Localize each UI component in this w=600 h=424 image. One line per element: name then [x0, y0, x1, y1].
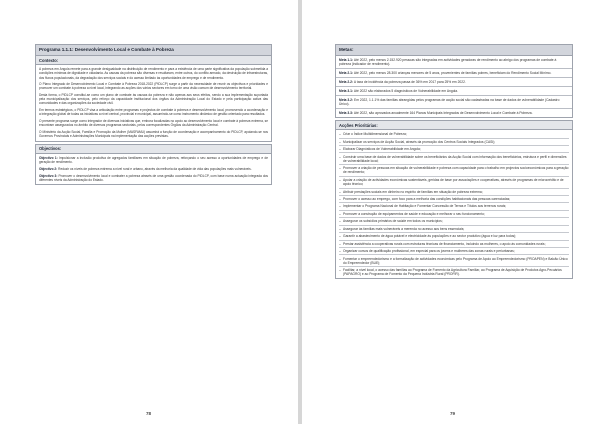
- page-number-left: 78: [146, 411, 152, 416]
- meta-text: Até 2022, pelo menos 28.300 crianças menores de 5 anos, provenientes de famílias pobres, beneficiam do Rendimento Social Mínimo.: [353, 71, 552, 76]
- list-item: – Implementar o Programa Nacional de Habitação e Fomentar Concessão de Terras e Títulos aos terrenos rurais;: [339, 203, 569, 210]
- objectivo-item: [39, 174, 268, 182]
- contexto-paragraph: O Plano Integrado de Desenvolvimento Local e Combate à Pobreza 2018-2022 (PIDLCP) surge a partir da necessidade de reunir os objectivos e prioridades e promover um combate à pobreza a nível local, integrando as acções dos vários sectores em torno de uma visão comum de desenvolvimento territorial.: [39, 82, 268, 91]
- meta-item: [336, 56, 572, 69]
- meta-text: Até 2022, pelo menos 2.152.920 pessoas são integradas em actividades geradoras de rendimento ao abrigo dos programas de combate à pobreza (indicador de rendimento).: [339, 57, 557, 67]
- list-item: – Promover a construção de equipamentos de saúde e educação e melhorar o seu funcionamento;: [339, 211, 569, 218]
- list-item: – Assegurar os subsídios primários de saúde em todos os municípios;: [339, 218, 569, 225]
- objectivo-label: Objectivo 2:: [39, 166, 58, 171]
- objectivo-label: Objectivo 1:: [39, 155, 58, 160]
- objectivos-heading: Objectivos:: [35, 144, 272, 154]
- meta-item: [336, 69, 572, 78]
- meta-item: [336, 96, 572, 109]
- right-content: [335, 44, 573, 279]
- meta-text: Até 2022, são aprovados anualmente 164 Planos Municipais Integrados de Desenvolvimento Local e Combate à Pobreza.: [353, 111, 533, 116]
- page-number-right: 79: [450, 411, 456, 416]
- list-item: – Atribuir prestações sociais em dinheiro no espírito de famílias em situação de pobreza extrema;: [339, 189, 569, 196]
- meta-label: Meta 3.3:: [339, 111, 354, 116]
- objectivo-text: Impulsionar a inclusão produtiva de agregados familiares em situação de pobreza, reforçando o seu acesso a oportunidades de emprego e de geração de rendimento.: [39, 155, 269, 164]
- contexto-heading: Contexto:: [35, 56, 272, 65]
- contexto-paragraph: O Ministério da Acção Social, Família e Promoção da Mulher (MASFAMU) assumirá a função de coordenação e acompanhamento do PIDLCP, apoiando-se nos Governos Provinciais e Administrações Municipais na implementação das acções previstas.: [39, 130, 268, 139]
- objectivo-item: [39, 156, 268, 164]
- objectivo-text: Promover o desenvolvimento local e combater a pobreza através de uma gestão coordenada do PIDLCP, com base numa actuação integrada dos diferentes níveis da Administração do Estado.: [39, 173, 269, 182]
- accoes-heading: Acções Prioritárias:: [335, 120, 573, 130]
- list-item: – Facilitar, a nível local, o acesso das famílias ao Programa de Fomento da Agricultura Familiar, ao Programa de Aquisição de Produtos Agro-Pecuários (PAPAGRO) e ao Programa de Fomento da Pequena Indústria Rural (PROFIR).: [339, 267, 569, 278]
- list-item: – Elaborar Diagnósticos de Vulnerabilidade em Angola;: [339, 146, 569, 153]
- list-item: – Fomentar o empreendedorismo e a formalização de actividades económicas pelo Programa de Apoio ao Empreendedorismo (PROAPEN) e Balcão Único do Empreendedor (BUE);: [339, 255, 569, 267]
- list-item: – Promover a criação de pessoas em situação de vulnerabilidade e pobreza com capacidade para o trabalho em projectos socioeconómicos para a geração de rendimento;: [339, 165, 569, 177]
- meta-text: Até 2022 são elaborados 5 diagnósticos de Vulnerabilidade em Angola.: [353, 88, 459, 93]
- contexto-box: [35, 65, 272, 142]
- meta-item: [336, 78, 572, 87]
- contexto-paragraph: A pobreza em Angola remete para a grande desigualdade na distribuição de rendimento e para a existência de uma parte significativa da população submetida a condições mínimas de dignidade e cidadania. As causas da pobreza são diversas e resultaram, entre outros, do conflito armado, da destruição de infraestruturas, dos fluxos populacionais, da degradação dos serviços sociais e do acesso limitado às oportunidades de emprego e de rendimento.: [39, 67, 268, 80]
- meta-text: Em 2022, 1.1.1% das famílias abrangidas pelos programas de acção social são cadastradas na base de dados de vulnerabilidade (Cadastro Único).: [339, 97, 560, 107]
- meta-text: A taxa de incidência da pobreza passa de 36% em 2017 para 25% em 2022.: [353, 80, 466, 85]
- list-item: – Apoiar a criação de actividades económicas sustentáveis, geridas de base por associações e cooperativas, através de programas de microcrédito e de apoio técnico;: [339, 177, 569, 189]
- objectivo-item: [39, 167, 268, 171]
- list-item: – Construir uma base de dados de vulnerabilidade sobre os beneficiários da Acção Social com informação dos beneficiários, estrutura e perfil e dimensões de vulnerabilidade local;: [339, 153, 569, 165]
- list-item: – Prestar assistência a cooperativas rurais com estruturas técnicas de financiamento, incluindo as mulheres, o apoio às comunidades rurais;: [339, 241, 569, 248]
- metas-box: [335, 56, 573, 118]
- meta-label: Meta 2.1:: [339, 71, 354, 76]
- objectivos-box: [35, 154, 272, 185]
- contexto-paragraph: Desta forma, o PIDLCP constitui-se como um plano de combate às causas da pobreza e não apenas aos seus efeitos, sendo a sua implementação suportada pela municipalização dos serviços, pelo reforço da capacidade institucional dos órgãos da Administração Local do Estado e pela participação activa das comunidades e das organizações da sociedade civil.: [39, 93, 268, 106]
- list-item: – Garantir a abastecimento de água potável e electricidade às populações e ao sector produtivo (água e luz para todos);: [339, 233, 569, 240]
- meta-item: [336, 109, 572, 117]
- contexto-paragraph: Em termos estratégicos, o PIDLCP visa a articulação entre programas e projectos de combate à pobreza e desenvolvimento local, promovendo a coordenação e a integração global de todas as iniciativas a nível central, provincial e municipal, assumindo-se como instrumento dinâmico de gestão orientado para resultados.: [39, 108, 268, 117]
- list-item: – Organizar cursos de qualificação profissional, em especial para os jovens e mulheres das zonas rurais e periurbanas;: [339, 248, 569, 255]
- left-content: [35, 44, 272, 185]
- list-item: – Promover o acesso ao emprego, com foco para a melhoria das condições habitacionais das pessoas carenciadas;: [339, 196, 569, 203]
- list-item: – Assegurar às famílias mais vulneráveis a merenda no acesso aos bens essenciais;: [339, 226, 569, 233]
- left-page: [0, 0, 298, 424]
- meta-label: Meta 3.2:: [339, 97, 354, 102]
- metas-heading: Metas:: [335, 44, 573, 56]
- programa-title: Programa 1.1.1: Desenvolvimento Local e Combate à Pobreza: [35, 44, 272, 56]
- accoes-box: [335, 130, 573, 279]
- list-item: – Criar o Índice Multidimensional de Pobreza;: [339, 131, 569, 138]
- meta-item: [336, 87, 572, 96]
- list-item: – Municipalizar os serviços de Acção Social, através da promoção dos Centros Sociais Integrados (CASI);: [339, 139, 569, 146]
- accoes-list: [336, 130, 572, 278]
- right-page: [302, 0, 600, 424]
- objectivo-text: Reduzir os níveis de pobreza extrema a nível rural e urbano, através da melhoria da qualidade de vida das populações mais vulneráveis.: [58, 166, 252, 171]
- meta-label: Meta 1.1:: [339, 57, 354, 62]
- meta-label: Meta 3.1:: [339, 88, 354, 93]
- objectivo-label: Objectivo 3:: [39, 173, 58, 178]
- meta-label: Meta 2.2:: [339, 80, 354, 85]
- contexto-paragraph: O presente programa surge como integrador de diversas iniciativas que, embora focalizadas no apoio ao desenvolvimento local e combate à pobreza extrema, se encontram assegurados no âmbito de diversos programas sectoriais, pelos correspondentes Órgãos da Administração Central.: [39, 119, 268, 128]
